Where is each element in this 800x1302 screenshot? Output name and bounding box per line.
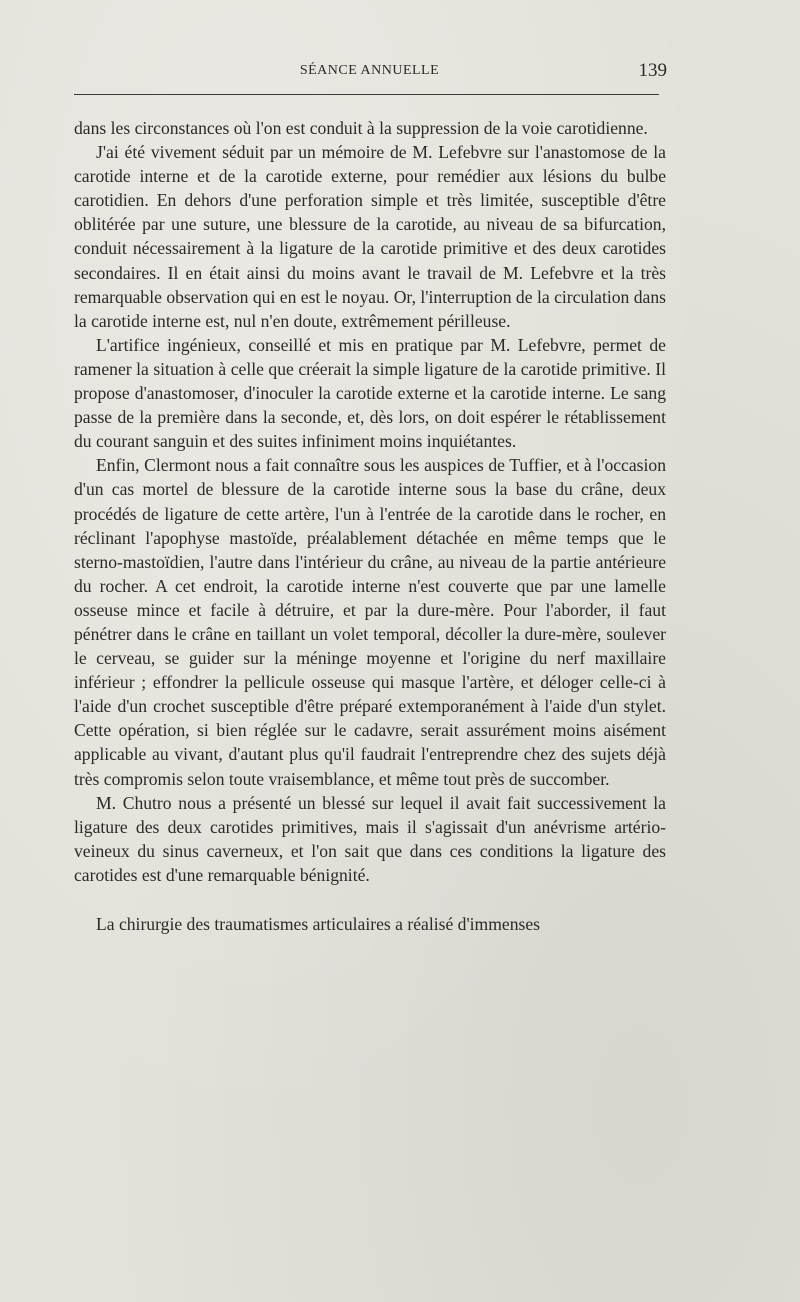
page-number: 139 [638, 60, 667, 81]
running-head-title: SÉANCE ANNUELLE [299, 63, 440, 78]
paragraph-continuation: dans les circonstances où l'on est conduit à la suppression de la voie carotidienne. [74, 118, 648, 138]
paragraph-clermont: Enfin, Clermont nous a fait connaître sous les auspices de Tuffier, et à l'occasion d'un cas mortel de blessure de la carotide interne sous la base du crâne, deux procédés de ligature de cette artère, l'un à l'entrée de la carotide dans le rocher, en réclinant l'apophyse mastoïde, préalablement détachée en même temps que le sterno-mastoïdien, l'autre dans l'intérieur du crâne, au niveau de la partie antérieure du rocher. A cet endroit, la carotide interne n'est couverte que par une lamelle osseuse mince et facile à détruire, et par la dure-mère. Pour l'aborder, il faut pénétrer dans le crâne en taillant un volet temporal, décoller la dure-mère, soulever le cerveau, se guider sur la méninge moyenne et l'origine du nerf maxillaire inférieur ; effondrer la pellicule osseuse qui masque l'artère, et déloger celle-ci à l'aide d'un crochet susceptible d'être préparé extemporanément à l'aide d'un stylet. Cette opération, si bien réglée sur le cadavre, serait assurément moins aisément applicable au vivant, d'autant plus qu'il faudrait l'entreprendre chez des sujets déjà très compromis selon toute vraisemblance, et même tout près de succomber. [74, 455, 666, 789]
paragraph-artifice: L'artifice ingénieux, conseillé et mis en pratique par M. Lefebvre, permet de ramener la situation à celle que créerait la simple ligature de la carotide primitive. Il propose d'anastomoser, d'inoculer la carotide externe et la carotide interne. Le sang passe de la première dans la seconde, et, dès lors, on doit espérer le rétablissement du courant sanguin et des suites infiniment moins inquiétantes. [74, 334, 666, 452]
paragraph-chutro: M. Chutro nous a présenté un blessé sur lequel il avait fait successivement la ligature des deux carotides primitives, mais il s'agissait d'un anévrisme artério-veineux du sinus caverneux, et l'on sait que dans ces conditions la ligature des carotides est d'une remarquable bénignité. [74, 792, 666, 885]
running-head [72, 60, 667, 84]
header-rule [74, 94, 659, 95]
paragraph-articular-surgery: La chirurgie des traumatismes articulaires a réalisé d'immenses [96, 914, 540, 934]
paragraph-lefebvre-memoir: J'ai été vivement séduit par un mémoire de M. Lefebvre sur l'anastomose de la carotide interne et de la carotide externe, pour remédier aux lésions du bulbe carotidien. En dehors d'une perforation simple et très limitée, susceptible d'être oblitérée par une suture, une blessure de la carotide, au niveau de sa bifurcation, conduit nécessairement à la ligature de la carotide primitive et des deux carotides secondaires. Il en était ainsi du moins avant le travail de M. Lefebvre et la très remarquable observation qui en est le noyau. Or, l'interruption de la circulation dans la carotide interne est, nul n'en doute, extrêmement périlleuse. [74, 142, 666, 331]
body-text [74, 116, 666, 936]
